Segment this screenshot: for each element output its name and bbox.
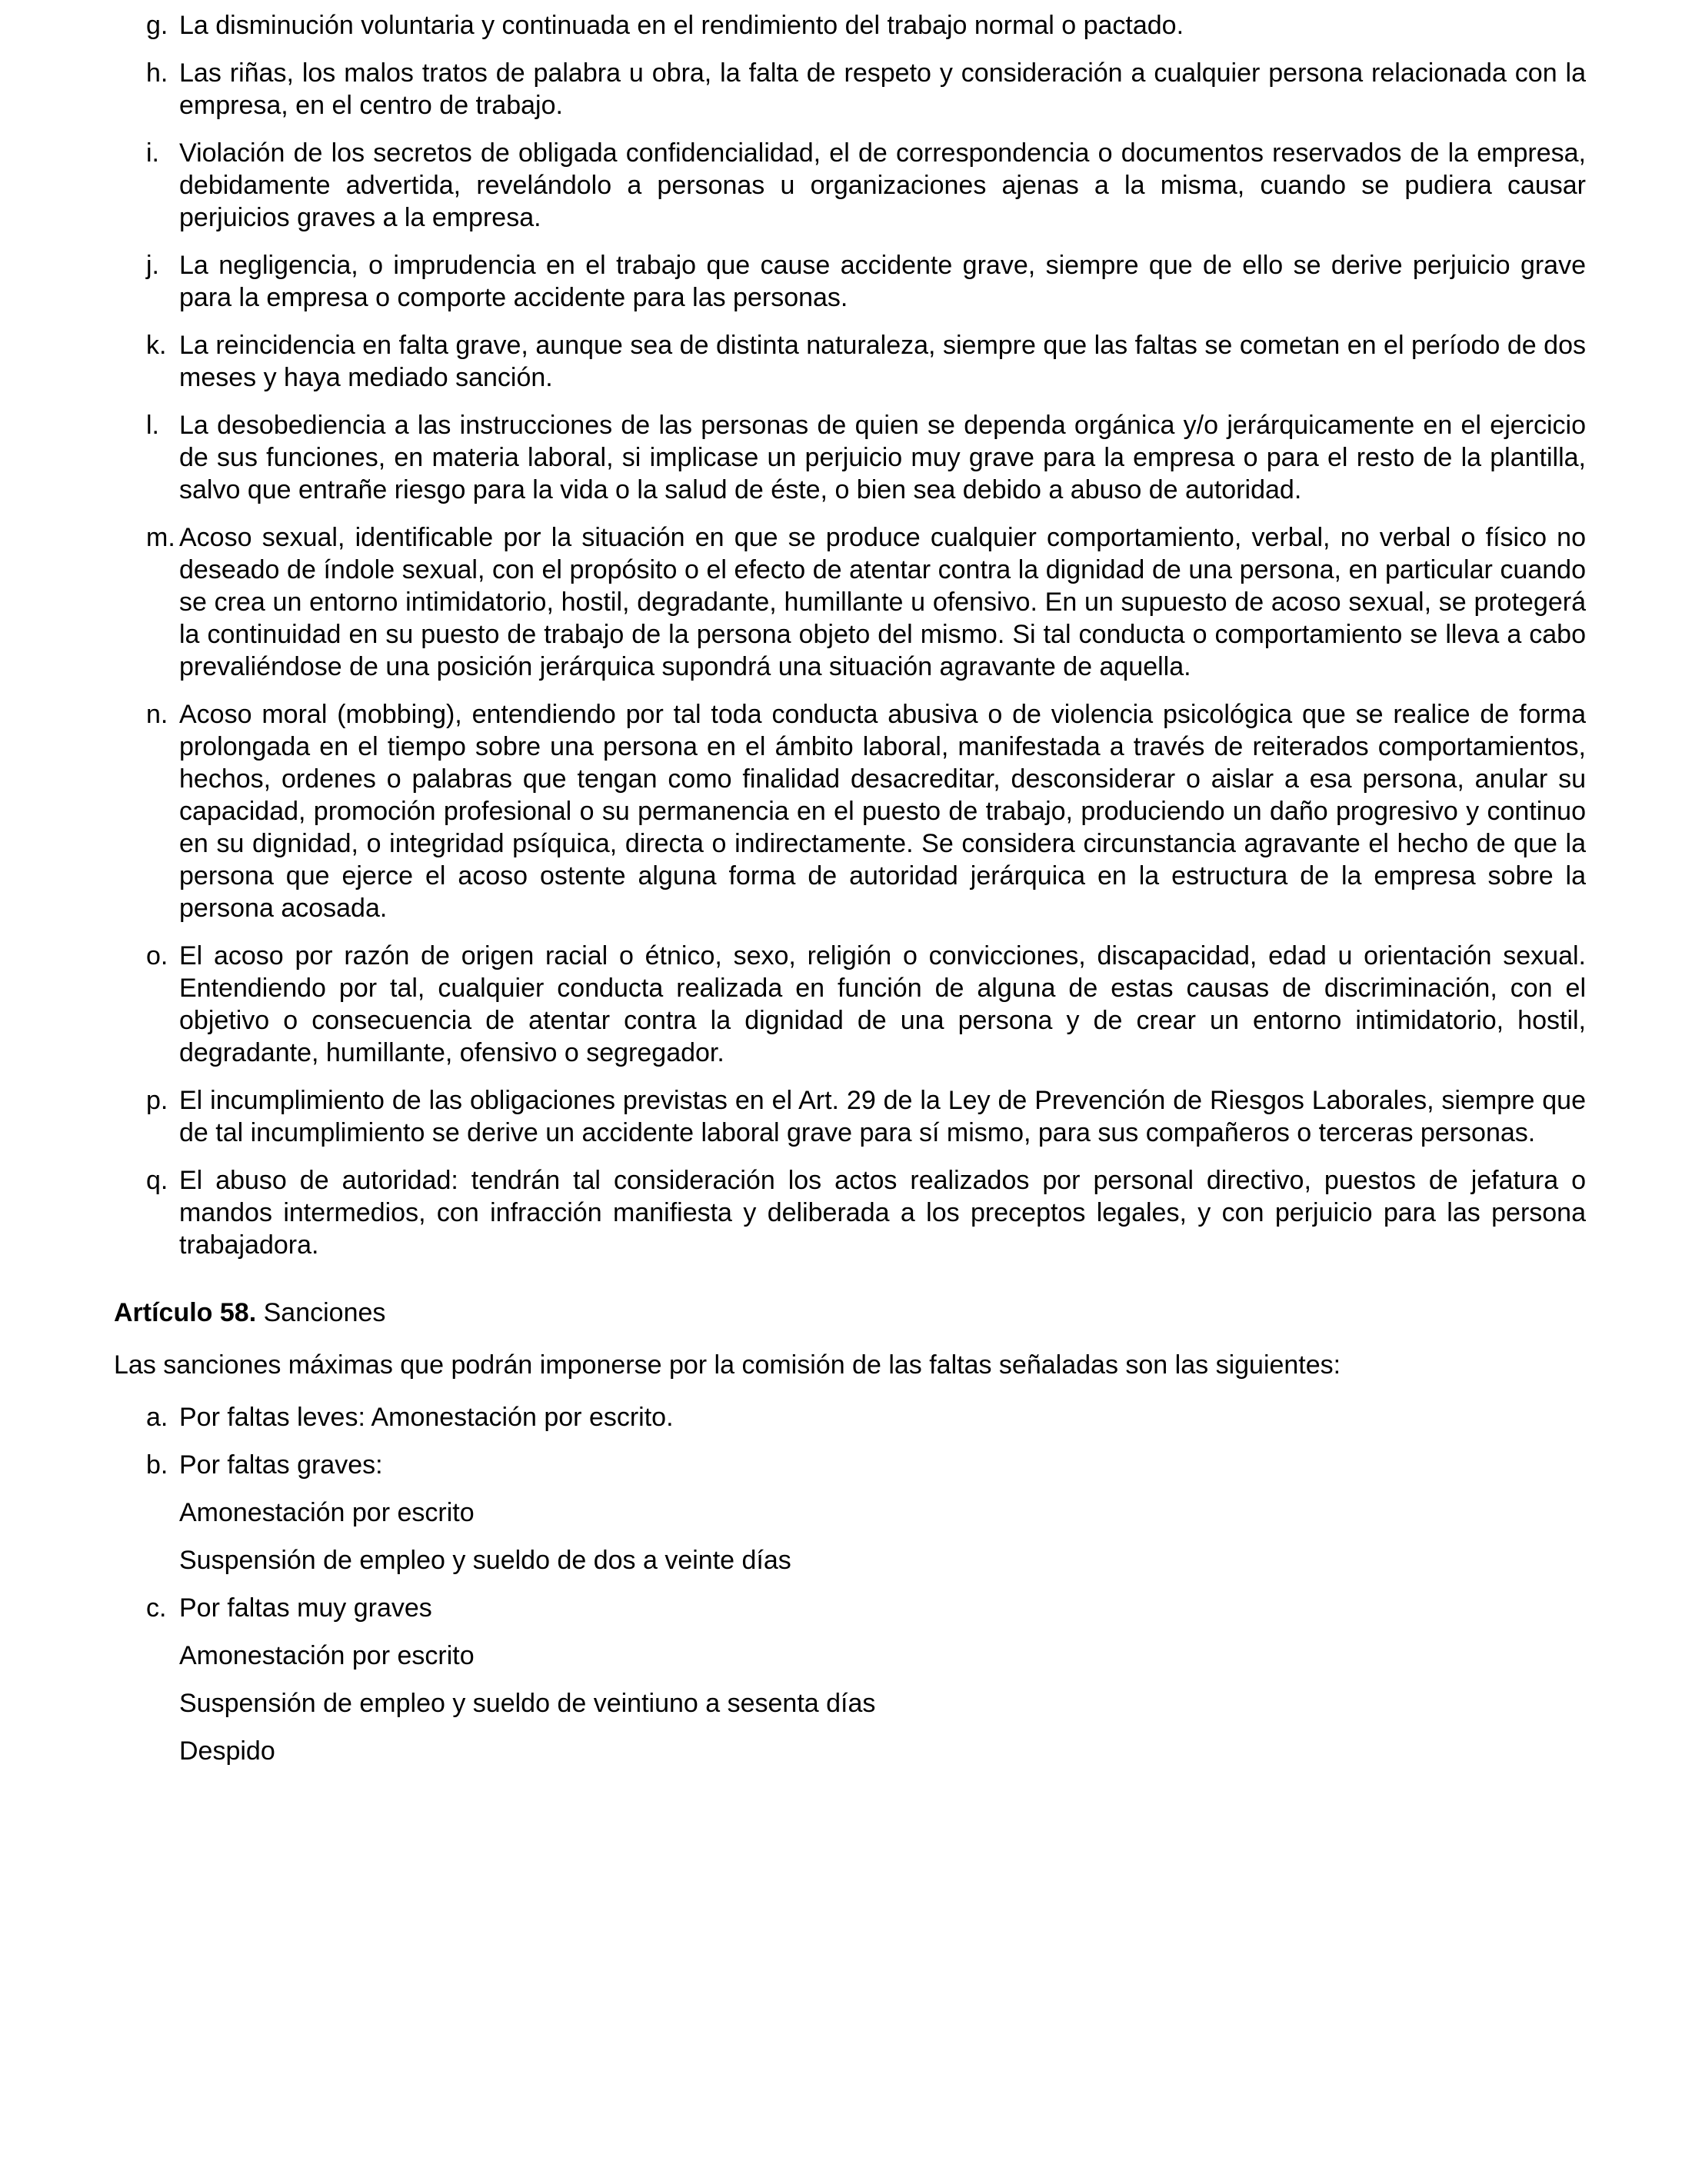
sanction-text: Suspensión de empleo y sueldo de dos a veinte días	[179, 1546, 791, 1575]
sanction-text: Por faltas muy graves	[179, 1593, 432, 1623]
fault-item-o	[114, 940, 1586, 1069]
fault-item-j	[114, 249, 1586, 314]
sanction-paragraphs	[179, 1449, 1586, 1576]
list-marker: g.	[146, 11, 168, 40]
fault-text: Violación de los secretos de obligada confidencialidad, el de correspondencia o documentos reservados de la empresa, debidamente advertida, revelándolo a personas u organizaciones ajenas a la misma, cuando se pudiera causar perjuicios graves a la empresa.	[179, 138, 1586, 232]
article-heading	[114, 1297, 1586, 1329]
article-number-label: Artículo 58.	[114, 1298, 257, 1327]
fault-text: La negligencia, o imprudencia en el trabajo que cause accidente grave, siempre que de ello se derive perjuicio grave para la empresa o comporte accidente para las personas.	[179, 251, 1586, 312]
fault-text: La reincidencia en falta grave, aunque sea de distinta naturaleza, siempre que las faltas se cometan en el período de dos meses y haya mediado sanción.	[179, 331, 1586, 392]
faults-list	[114, 9, 1586, 1261]
fault-text: Las riñas, los malos tratos de palabra u obra, la falta de respeto y consideración a cualquier persona relacionada con la empresa, en el centro de trabajo.	[179, 58, 1586, 120]
fault-item-h	[114, 57, 1586, 122]
list-marker: i.	[146, 138, 159, 168]
fault-text: El abuso de autoridad: tendrán tal consideración los actos realizados por personal directivo, puestos de jefatura o mandos intermedios, con infracción manifiesta y deliberada a los preceptos legales, y con perjuicio para las persona trabajadora.	[179, 1166, 1586, 1260]
sanction-text: Por faltas leves: Amonestación por escrito.	[179, 1403, 674, 1432]
list-marker: c.	[146, 1593, 167, 1623]
list-marker: n.	[146, 700, 168, 729]
fault-item-i	[114, 137, 1586, 234]
fault-item-p	[114, 1084, 1586, 1149]
sanctions-intro-paragraph: Las sanciones máximas que podrán imponerse por la comisión de las faltas señaladas son las siguientes:	[114, 1350, 1341, 1380]
list-marker: m.	[146, 523, 175, 552]
sanction-item-b	[114, 1449, 1586, 1576]
article-title: Sanciones	[263, 1298, 386, 1327]
fault-text: El acoso por razón de origen racial o étnico, sexo, religión o convicciones, discapacidad, edad u orientación sexual. Entendiendo por tal, cualquier conducta realizada en función de alguna de estas causas de discriminación, con el objetivo o consecuencia de atentar contra la dignidad de una persona y de crear un entorno intimidatorio, hostil, degradante, humillante, ofensivo o segregador.	[179, 941, 1586, 1067]
list-marker: h.	[146, 58, 168, 88]
fault-text: La desobediencia a las instrucciones de las personas de quien se dependa orgánica y/o jerárquicamente en el ejercicio de sus funciones, en materia laboral, si implicase un perjuicio muy grave para la empresa o para el resto de la plantilla, salvo que entrañe riesgo para la vida o la salud de éste, o bien sea debido a abuso de autoridad.	[179, 411, 1586, 504]
list-marker: p.	[146, 1086, 168, 1115]
sanction-text: Suspensión de empleo y sueldo de veintiuno a sesenta días	[179, 1689, 876, 1718]
list-marker: k.	[146, 331, 167, 360]
fault-item-m	[114, 521, 1586, 683]
fault-item-g	[114, 9, 1586, 42]
sanction-item-c	[114, 1592, 1586, 1767]
sanction-text: Por faltas graves:	[179, 1450, 383, 1480]
list-marker: a.	[146, 1403, 168, 1432]
sanction-text: Amonestación por escrito	[179, 1498, 475, 1527]
sanction-item-a	[114, 1401, 1586, 1433]
list-marker: o.	[146, 941, 168, 970]
fault-text: El incumplimiento de las obligaciones previstas en el Art. 29 de la Ley de Prevención de Riesgos Laborales, siempre que de tal incumplimiento se derive un accidente laboral grave para sí mismo, para sus compañeros o terceras personas.	[179, 1086, 1586, 1147]
fault-item-q	[114, 1164, 1586, 1261]
fault-item-n	[114, 698, 1586, 924]
list-marker: l.	[146, 411, 159, 440]
sanctions-list	[114, 1401, 1586, 1767]
fault-item-k	[114, 329, 1586, 394]
list-marker: j.	[146, 251, 159, 280]
fault-text: Acoso moral (mobbing), entendiendo por tal toda conducta abusiva o de violencia psicológica que se realice de forma prolongada en el tiempo sobre una persona en el ámbito laboral, manifestada a través de reiterados comportamientos, hechos, ordenes o palabras que tengan como finalidad desacreditar, desconsiderar o aislar a esa persona, anular su capacidad, promoción profesional o su permanencia en el puesto de trabajo, produciendo un daño progresivo y continuo en su dignidad, o integridad psíquica, directa o indirectamente. Se considera circunstancia agravante el hecho de que la persona que ejerce el acoso ostente alguna forma de autoridad jerárquica en la estructura de la empresa sobre la persona acosada.	[179, 700, 1586, 923]
fault-text: La disminución voluntaria y continuada en el rendimiento del trabajo normal o pactado.	[179, 11, 1184, 40]
sanction-paragraphs	[179, 1592, 1586, 1767]
fault-text: Acoso sexual, identificable por la situación en que se produce cualquier comportamiento, verbal, no verbal o físico no deseado de índole sexual, con el propósito o el efecto de atentar contra la dignidad de una persona, en particular cuando se crea un entorno intimidatorio, hostil, degradante, humillante u ofensivo. En un supuesto de acoso sexual, se protegerá la continuidad en su puesto de trabajo de la persona objeto del mismo. Si tal conducta o comportamiento se lleva a cabo prevaliéndose de una posición jerárquica supondrá una situación agravante de aquella.	[179, 523, 1586, 681]
sanction-text: Amonestación por escrito	[179, 1641, 475, 1670]
fault-item-l	[114, 409, 1586, 506]
sanction-text: Despido	[179, 1736, 275, 1766]
list-marker: b.	[146, 1450, 168, 1480]
list-marker: q.	[146, 1166, 168, 1195]
